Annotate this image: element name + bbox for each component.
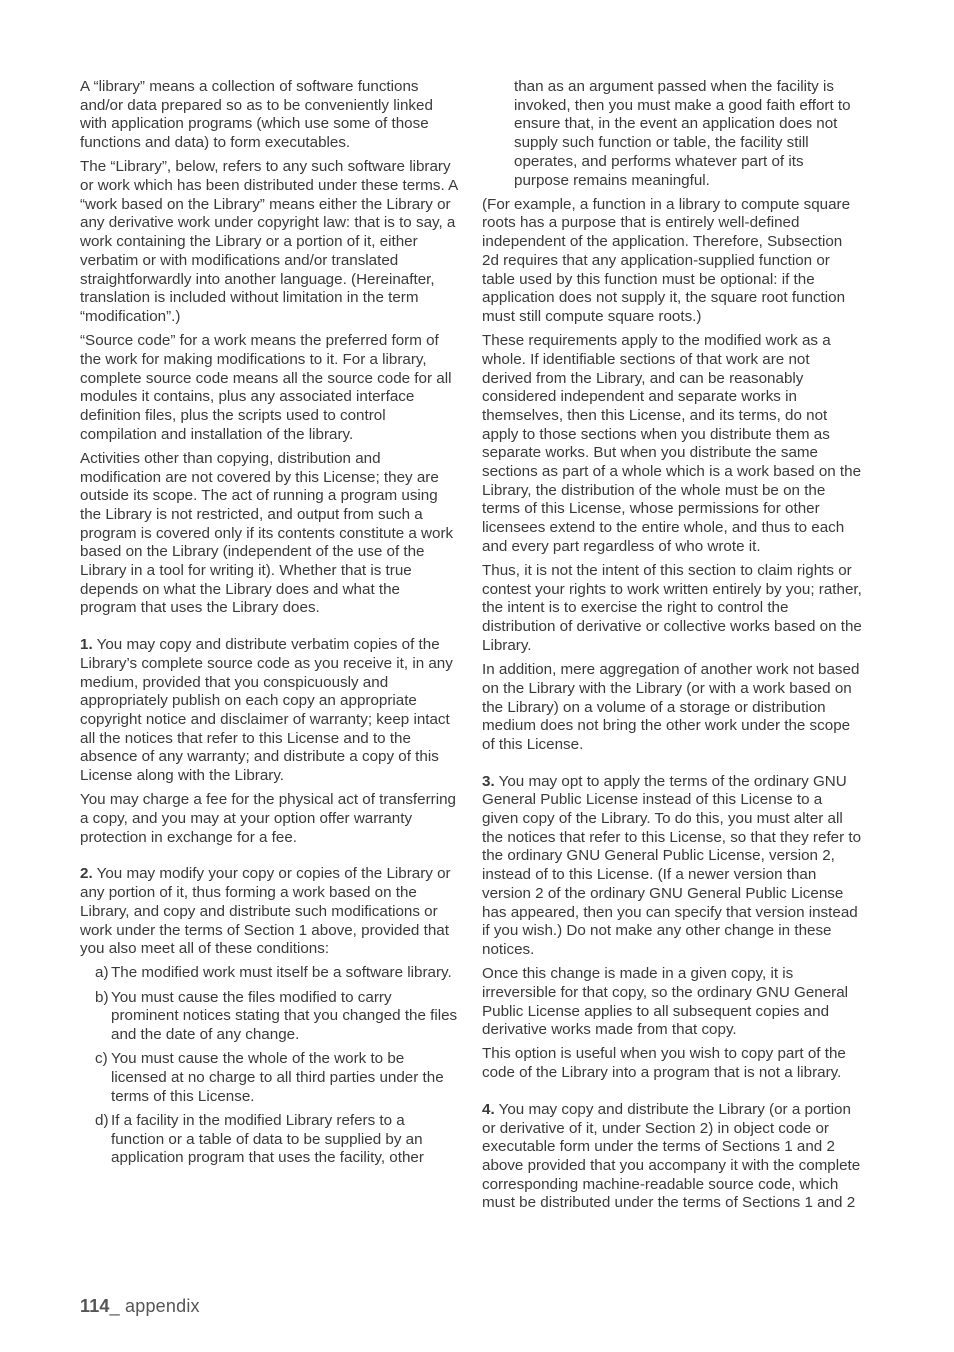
- item-label: a): [95, 964, 109, 982]
- item-text: You must cause the whole of the work to be licensed at no charge to all third parties under the terms of this License.: [111, 1050, 444, 1105]
- section-4: [482, 1101, 862, 1213]
- page-number: 114: [80, 1296, 110, 1316]
- paragraph-source-code: “Source code” for a work means the preferred form of the work for making modifications to it. For a library, complete source code means all the source code for all modules it contains, plus any associated interface definition files, plus the scripts used to control compilation and installation of the library.: [80, 332, 452, 443]
- item-label: b): [95, 988, 109, 1006]
- paragraph-example: (For example, a function in a library to compute square roots has a purpose that is entirely well-defined independent of the application. Therefore, Subsection 2d requires that any application-supplied function or table used by this function must be optional: if the application does not supply it, the square root function must still compute square roots.): [482, 195, 851, 325]
- section-text: You may copy and distribute the Library (or a portion or derivative of it, under Section 2) in object code or executable form under the terms of Sections 1 and 2 above provided that you accompany it with the complete corresponding machine-readable source code, which must be distributed under the terms of Sections 1 and 2: [482, 1100, 861, 1212]
- condition-item-a: [80, 964, 460, 983]
- paragraph-library-term: The “Library”, below, refers to any such software library or work which has been distributed under these terms. A “work based on the Library” means either the Library or any derivative work under copyright law: that is to say, a work containing the Library or a portion of it, either verbatim or with modifications and/or translated straightforwardly into another language. (Hereinafter, translation is included without limitation in the term “modification”.): [80, 158, 458, 325]
- item-text: You must cause the files modified to carry prominent notices stating that you changed the files and the date of any change.: [111, 988, 458, 1044]
- condition-item-d-continued: than as an argument passed when the facility is invoked, then you must make a good faith effort to ensure that, in the event an application does not supply such function or table, the facility still operates, and performs whatever part of its purpose remains meaningful.: [514, 78, 851, 189]
- section-text: You may modify your copy or copies of the Library or any portion of it, thus forming a work based on the Library, and copy and distribute such modifications or work under the terms of Section 1 above, provided that you also meet all of these conditions:: [80, 865, 451, 958]
- footer-label: _ appendix: [109, 1296, 200, 1316]
- paragraph-library-definition: A “library” means a collection of software functions and/or data prepared so as to be conveniently linked with application programs (which use some of those functions and data) to form executables.: [80, 78, 433, 152]
- item-label: d): [95, 1111, 109, 1129]
- paragraph-aggregation: In addition, mere aggregation of another work not based on the Library with the Library (or with a work based on the Library) on a volume of a storage or distribution medium does not bring the other work under the scope of this License.: [482, 661, 860, 753]
- page-footer: [80, 1296, 200, 1317]
- paragraph-requirements: These requirements apply to the modified work as a whole. If identifiable sections of that work are not derived from the Library, and can be reasonably considered independent and separate works in themselves, then this License, and its terms, do not apply to those sections when you distribute them as separate works. But when you distribute the same sections as part of a whole which is a work based on the Library, the distribution of the whole must be on the terms of this License, whose permissions for other licensees extend to the entire whole, and thus to each and every part regardless of who wrote it.: [482, 332, 862, 555]
- section-2: [80, 865, 460, 959]
- section-text: You may opt to apply the terms of the ordinary GNU General Public License instead of this License to a given copy of the Library. To do this, you must alter all the notices that refer to this License, so that they refer to the ordinary GNU General Public License, version 2, instead of to this License. (If a newer version than version 2 of the ordinary GNU General Public License has appeared, then you can specify that version instead if you wish.) Do not make any other change in these notices.: [482, 772, 862, 958]
- item-text: The modified work must itself be a software library.: [111, 964, 452, 982]
- condition-item-d: [80, 1112, 460, 1168]
- paragraph-irreversible: Once this change is made in a given copy, it is irreversible for that copy, so the ordinary GNU General Public License applies to all subsequent copies and derivative works made from that copy.: [482, 965, 849, 1039]
- condition-item-b: [80, 989, 460, 1045]
- section-3: [482, 773, 862, 960]
- paragraph-option-useful: This option is useful when you wish to copy part of the code of the Library into a program that is not a library.: [482, 1045, 846, 1082]
- section-number: 1.: [80, 636, 93, 654]
- item-label: c): [95, 1050, 108, 1068]
- left-column: [80, 78, 460, 1173]
- section-number: 2.: [80, 865, 93, 883]
- section-number: 4.: [482, 1100, 495, 1118]
- paragraph-activities: Activities other than copying, distribution and modification are not covered by this License; they are outside its scope. The act of running a program using the Library is not restricted, and output from such a program is covered only if its contents constitute a work based on the Library (independent of the use of the Library in a tool for writing it). Whether that is true depends on what the Library does and what the program that uses the Library does.: [80, 449, 454, 617]
- condition-item-c: [80, 1050, 460, 1106]
- paragraph-fee: You may charge a fee for the physical act of transferring a copy, and you may at your option offer warranty protection in exchange for a fee.: [80, 791, 456, 846]
- paragraph-intent: Thus, it is not the intent of this section to claim rights or contest your rights to work written entirely by you; rather, the intent is to exercise the right to control the distribution of derivative or collective works based on the Library.: [482, 562, 862, 654]
- right-column: [482, 78, 862, 1219]
- section-text: You may copy and distribute verbatim copies of the Library’s complete source code as you receive it, in any medium, provided that you conspicuously and appropriately publish on each copy an appropriate copyright notice and disclaimer of warranty; keep intact all the notices that refer to this License and to the absence of any warranty; and distribute a copy of this License along with the Library.: [80, 636, 453, 785]
- section-1: [80, 636, 460, 786]
- section-number: 3.: [482, 772, 495, 790]
- item-text: If a facility in the modified Library refers to a function or a table of data to be supplied by an application program that uses the facility, other: [111, 1111, 424, 1167]
